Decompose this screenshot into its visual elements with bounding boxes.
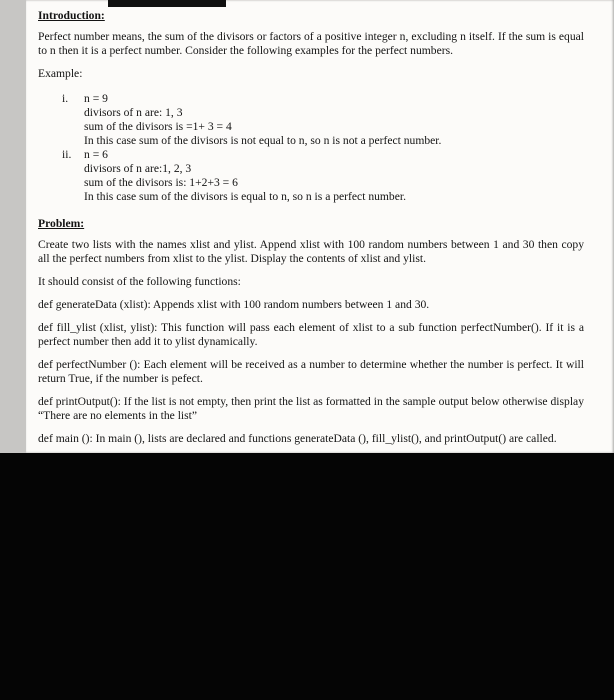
example-line: divisors of n are: 1, 3 bbox=[84, 106, 183, 119]
intro-paragraph: Perfect number means, the sum of the divisors or factors of a positive integer n, excluding n itself. If the sum is equal to n then it is a perfect number. Consider the following examples for the perfect numbers. bbox=[38, 30, 584, 57]
example-marker: ii. bbox=[62, 148, 72, 161]
function-spec-printoutput: def printOutput(): If the list is not empty, then print the list as formatted in the sample output below otherwise display “There are no elements in the list” bbox=[38, 395, 584, 422]
example-item bbox=[62, 92, 584, 148]
problem-section bbox=[38, 217, 584, 446]
intro-section bbox=[38, 9, 584, 204]
problem-heading: Problem: bbox=[38, 217, 85, 230]
function-spec-perfectnumber: def perfectNumber (): Each element will be received as a number to determine whether the number is perfect. It will return True, if the number is pefect. bbox=[38, 358, 584, 385]
example-line: In this case sum of the divisors is not equal to n, so n is not a perfect number. bbox=[84, 134, 442, 147]
function-spec-fill-ylist: def fill_ylist (xlist, ylist): This function will pass each element of xlist to a sub function perfectNumber(). If it is a perfect number then add it to ylist dynamically. bbox=[38, 321, 584, 348]
function-spec-main: def main (): In main (), lists are declared and functions generateData (), fill_ylist(), and printOutput() are called. bbox=[38, 432, 557, 445]
example-lines bbox=[84, 148, 584, 204]
problem-paragraph: It should consist of the following functions: bbox=[38, 275, 241, 288]
document-page bbox=[26, 0, 614, 453]
example-line: In this case sum of the divisors is equal to n, so n is a perfect number. bbox=[84, 190, 406, 203]
example-line: divisors of n are:1, 2, 3 bbox=[84, 162, 192, 175]
problem-paragraph: Create two lists with the names xlist and ylist. Append xlist with 100 random numbers between 1 and 30 then copy all the perfect numbers from xlist to the ylist. Display the contents of xlist and ylist. bbox=[38, 238, 584, 265]
intro-heading: Introduction: bbox=[38, 9, 105, 22]
example-line: sum of the divisors is =1+ 3 = 4 bbox=[84, 120, 232, 133]
top-black-bar bbox=[108, 0, 226, 7]
example-lines bbox=[84, 92, 584, 148]
example-item bbox=[62, 148, 584, 204]
example-line: n = 9 bbox=[84, 92, 108, 105]
page-left-gutter bbox=[0, 0, 26, 453]
example-line: sum of the divisors is: 1+2+3 = 6 bbox=[84, 176, 238, 189]
example-label: Example: bbox=[38, 67, 83, 80]
bottom-black-area bbox=[0, 453, 614, 700]
examples-list bbox=[62, 92, 584, 204]
example-marker: i. bbox=[62, 92, 69, 105]
example-line: n = 6 bbox=[84, 148, 108, 161]
function-spec-generatedata: def generateData (xlist): Appends xlist with 100 random numbers between 1 and 30. bbox=[38, 298, 430, 311]
